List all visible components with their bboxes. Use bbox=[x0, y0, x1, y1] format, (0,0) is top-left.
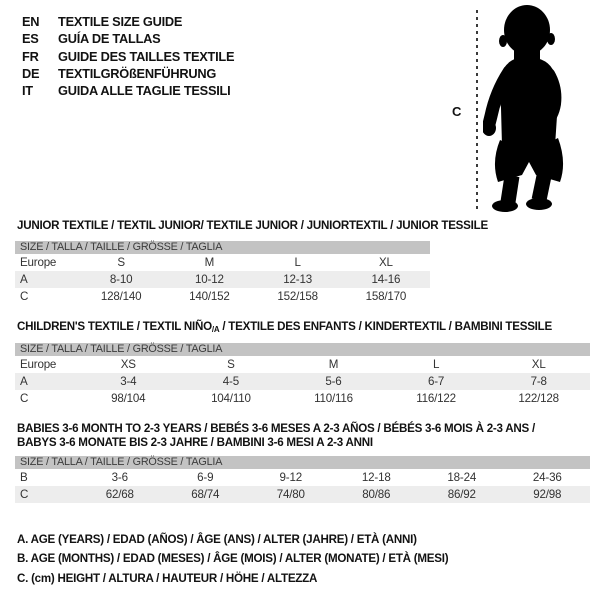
cell: 4-5 bbox=[222, 375, 239, 388]
row-label: B bbox=[20, 471, 28, 484]
row-label: C bbox=[20, 392, 29, 405]
cell: 158/170 bbox=[365, 290, 407, 303]
cell: XL bbox=[378, 256, 393, 269]
cell: 80/86 bbox=[362, 488, 391, 501]
cell: 14-16 bbox=[371, 273, 401, 286]
size-header-band: SIZE / TALLA / TAILLE / GRÖSSE / TAGLIA bbox=[15, 241, 430, 254]
title-line: BABYS 3-6 MONATE BIS 2-3 JAHRE / BAMBINI 3-6 MESI A 2-3 ANNI bbox=[17, 435, 373, 449]
cell: 104/110 bbox=[211, 392, 251, 405]
note-c: C. (cm) HEIGHT / ALTURA / HAUTEUR / HÖHE / ALTEZZA bbox=[17, 571, 318, 585]
language-code: FR bbox=[22, 48, 39, 64]
note-b: B. AGE (MONTHS) / EDAD (MESES) / ÂGE (MOIS) / ALTER (MONATE) / ETÀ (MESI) bbox=[17, 552, 449, 566]
section-title-babies bbox=[17, 422, 577, 449]
table-row bbox=[15, 254, 430, 271]
cell: 3-6 bbox=[111, 471, 128, 484]
cell: 12-13 bbox=[283, 273, 312, 286]
table-row bbox=[15, 469, 590, 486]
language-label: GUIDE DES TAILLES TEXTILE bbox=[58, 48, 235, 64]
cell: 116/122 bbox=[416, 392, 456, 405]
cell: 10-12 bbox=[195, 273, 224, 286]
cell: 68/74 bbox=[191, 488, 220, 501]
language-row-it bbox=[22, 82, 234, 99]
cell: 12-18 bbox=[361, 471, 391, 484]
table-row bbox=[15, 356, 590, 373]
cell: S bbox=[227, 358, 235, 371]
cell: 128/140 bbox=[100, 290, 142, 303]
cell: 7-8 bbox=[530, 375, 547, 388]
cell: 6-9 bbox=[197, 471, 214, 484]
language-row-de bbox=[22, 65, 234, 82]
title-text: / TEXTILE DES ENFANTS / KINDERTEXTIL / BAMBINI TESSILE bbox=[219, 320, 552, 333]
baby-silhouette-icon bbox=[483, 4, 577, 214]
cell: 110/116 bbox=[314, 392, 353, 405]
language-label: TEXTILGRÖßENFÜHRUNG bbox=[58, 66, 217, 82]
language-code: IT bbox=[22, 83, 33, 99]
row-label: C bbox=[20, 488, 29, 501]
language-label: GUIDA ALLE TAGLIE TESSILI bbox=[58, 83, 231, 99]
cell: XL bbox=[531, 358, 546, 371]
table-row bbox=[15, 271, 430, 288]
cell: XS bbox=[120, 358, 136, 371]
title-line: BABIES 3-6 MONTH TO 2-3 YEARS / BEBÉS 3-6 MESES A 2-3 AÑOS / BÉBÉS 3-6 MOIS À 2-3 ANS / bbox=[17, 422, 535, 435]
children-size-table bbox=[15, 343, 590, 407]
language-label: TEXTILE SIZE GUIDE bbox=[58, 14, 183, 30]
language-row-en bbox=[22, 13, 234, 30]
babies-size-table bbox=[15, 456, 590, 503]
language-label: GUÍA DE TALLAS bbox=[58, 31, 161, 47]
size-header-band: SIZE / TALLA / TAILLE / GRÖSSE / TAGLIA bbox=[15, 456, 590, 469]
cell: 152/158 bbox=[277, 290, 318, 303]
cell: 9-12 bbox=[279, 471, 302, 484]
section-title-junior: JUNIOR TEXTILE / TEXTIL JUNIOR/ TEXTILE JUNIOR / JUNIORTEXTIL / JUNIOR TESSILE bbox=[17, 219, 488, 232]
cell: 86/92 bbox=[447, 488, 476, 501]
cell: 5-6 bbox=[325, 375, 342, 388]
table-row bbox=[15, 486, 590, 503]
title-text: CHILDREN'S TEXTILE / TEXTIL NIÑO bbox=[17, 320, 212, 333]
cell: 24-36 bbox=[532, 471, 562, 484]
cell: M bbox=[204, 256, 215, 269]
cell: 8-10 bbox=[109, 273, 133, 286]
cell: 62/68 bbox=[105, 488, 134, 501]
section-title-children bbox=[17, 320, 552, 334]
cell: 74/80 bbox=[276, 488, 305, 501]
language-code: ES bbox=[22, 31, 39, 47]
language-list bbox=[22, 13, 234, 99]
row-label: Europe bbox=[20, 358, 57, 371]
language-code: DE bbox=[22, 66, 40, 82]
table-row bbox=[15, 373, 590, 390]
height-dashed-line bbox=[476, 10, 478, 212]
cell: M bbox=[328, 358, 339, 371]
junior-size-table bbox=[15, 241, 430, 305]
title-subscript: /A bbox=[211, 325, 220, 334]
cell: 6-7 bbox=[427, 375, 445, 388]
cell: 122/128 bbox=[518, 392, 559, 405]
cell: S bbox=[117, 256, 125, 269]
size-header-band: SIZE / TALLA / TAILLE / GRÖSSE / TAGLIA bbox=[15, 343, 590, 356]
row-label: Europe bbox=[20, 256, 57, 269]
cell: 140/152 bbox=[189, 290, 230, 303]
cell: 18-24 bbox=[447, 471, 477, 484]
cell: 98/104 bbox=[111, 392, 146, 405]
language-code: EN bbox=[22, 14, 40, 30]
note-a: A. AGE (YEARS) / EDAD (AÑOS) / ÂGE (ANS) / ALTER (JAHRE) / ETÀ (ANNI) bbox=[17, 533, 417, 546]
language-row-es bbox=[22, 30, 234, 47]
language-row-fr bbox=[22, 48, 234, 65]
row-label: C bbox=[20, 290, 29, 303]
table-row bbox=[15, 288, 430, 305]
cell: 92/98 bbox=[533, 488, 562, 501]
table-row bbox=[15, 390, 590, 407]
row-label: A bbox=[20, 375, 28, 388]
cell: L bbox=[294, 256, 301, 269]
height-label-c: C bbox=[452, 104, 462, 119]
cell: 3-4 bbox=[120, 375, 137, 388]
row-label: A bbox=[20, 273, 28, 286]
cell: L bbox=[432, 358, 440, 371]
legend-notes bbox=[17, 530, 448, 588]
